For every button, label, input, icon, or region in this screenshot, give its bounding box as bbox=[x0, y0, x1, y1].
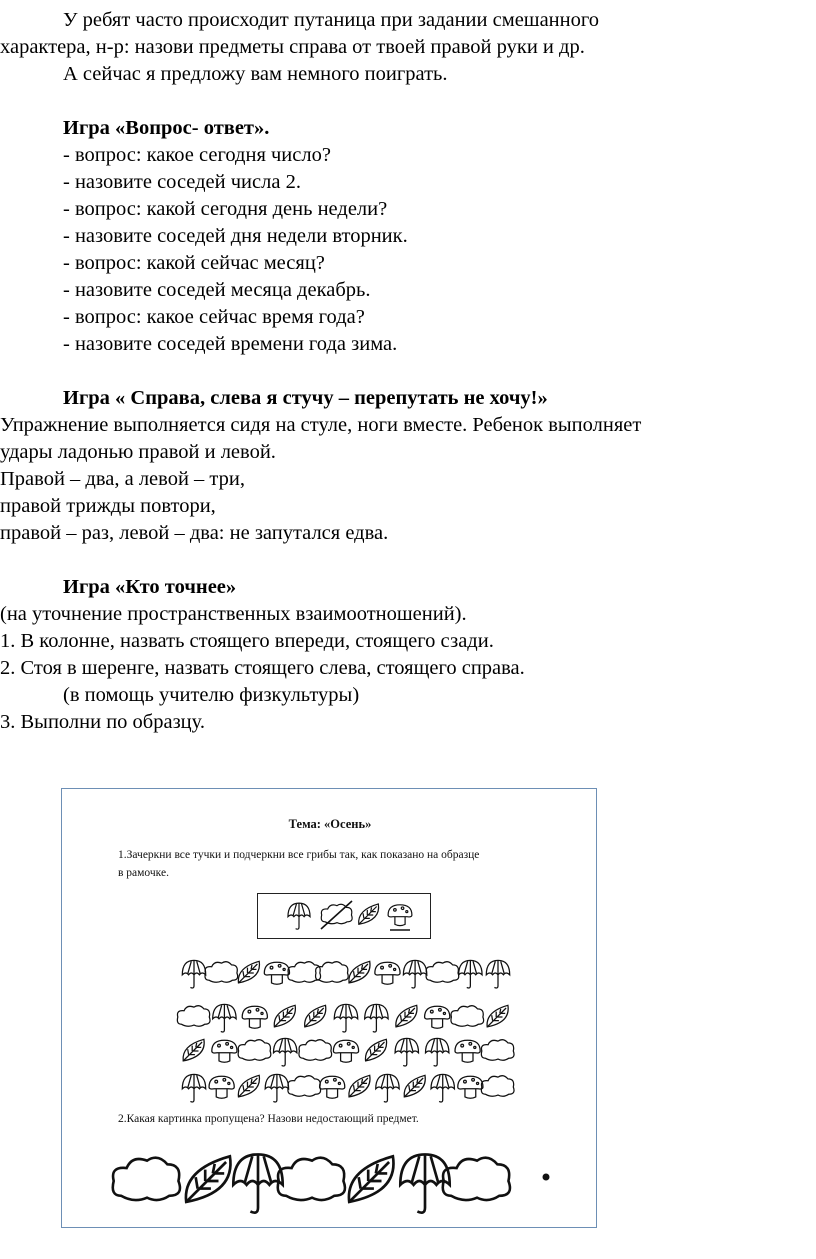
game2-line: правой – раз, левой – два: не запутался едва. bbox=[0, 522, 389, 544]
cloud-icon bbox=[443, 1158, 510, 1200]
mushroom-icon bbox=[388, 905, 412, 926]
umbrella-icon bbox=[213, 1004, 236, 1032]
cloud-icon bbox=[481, 1076, 514, 1097]
umbrella-icon bbox=[376, 1074, 399, 1102]
umbrella-icon bbox=[403, 960, 426, 988]
game1-item: - назовите соседей дня недели вторник. bbox=[63, 225, 408, 247]
intro-line-1: У ребят часто происходит путаница при задании смешанного bbox=[63, 9, 600, 31]
umbrella-icon bbox=[426, 1038, 449, 1066]
game2-title: Игра « Справа, слева я стучу – перепутать не хочу!» bbox=[63, 387, 548, 409]
game1-item: - вопрос: какое сегодня число? bbox=[63, 144, 331, 166]
game3-line: 2. Стоя в шеренге, назвать стоящего слева, стоящего справа. bbox=[0, 657, 525, 679]
leaf-icon bbox=[359, 904, 379, 924]
worksheet-title: Тема: «Осень» bbox=[288, 817, 372, 831]
mushroom-icon bbox=[375, 962, 400, 984]
cloud-icon bbox=[238, 1040, 271, 1061]
umbrella-icon bbox=[334, 1004, 357, 1032]
leaf-icon bbox=[305, 1005, 326, 1027]
umbrella-icon bbox=[365, 1004, 388, 1032]
game3-title: Игра «Кто точнее» bbox=[63, 576, 237, 598]
game1-title: Игра «Вопрос- ответ». bbox=[63, 117, 270, 139]
worksheet-pictures bbox=[62, 789, 597, 1228]
mushroom-icon bbox=[333, 1040, 358, 1062]
umbrella-icon bbox=[274, 1038, 297, 1066]
leaf-icon bbox=[404, 1075, 425, 1097]
umbrella-icon bbox=[265, 1074, 288, 1102]
cloud-icon bbox=[278, 1158, 345, 1200]
cloud-icon bbox=[288, 1076, 321, 1097]
game2-line: удары ладонью правой и левой. bbox=[0, 441, 276, 463]
worksheet-image bbox=[61, 788, 597, 1228]
cloud-icon bbox=[426, 962, 459, 983]
picture-rows bbox=[177, 960, 514, 1102]
leaf-icon bbox=[487, 1005, 508, 1027]
leaf-icon bbox=[183, 1039, 204, 1061]
mushroom-icon bbox=[242, 1006, 267, 1028]
cloud-icon bbox=[299, 1040, 332, 1061]
game2-line: правой трижды повтори, bbox=[0, 495, 216, 517]
mushroom-icon bbox=[458, 1076, 483, 1098]
leaf-icon bbox=[349, 961, 370, 983]
game1-item: - назовите соседей времени года зима. bbox=[63, 333, 398, 355]
intro-line-2: характера, н-р: назови предметы справа от твоей правой руки и др. bbox=[0, 36, 585, 58]
leaf-icon bbox=[396, 1005, 417, 1027]
cloud-icon bbox=[205, 962, 238, 983]
worksheet-task2: 2.Какая картинка пропущена? Назови недостающий предмет. bbox=[118, 1113, 419, 1125]
intro-line-3: А сейчас я предложу вам немного поиграть. bbox=[63, 63, 448, 85]
dot-mark bbox=[543, 1174, 550, 1181]
mushroom-icon bbox=[264, 962, 289, 984]
umbrella-icon bbox=[486, 960, 509, 988]
umbrella-icon bbox=[395, 1038, 418, 1066]
umbrella-icon bbox=[233, 1154, 282, 1212]
umbrella-icon bbox=[182, 960, 205, 988]
leaf-icon bbox=[186, 1156, 231, 1202]
cloud-icon bbox=[481, 1040, 514, 1061]
game3-line: 1. В колонне, назвать стоящего впереди, стоящего сзади. bbox=[0, 630, 494, 652]
game3-line: (на уточнение пространственных взаимоотношений). bbox=[0, 603, 467, 625]
mushroom-icon bbox=[320, 1076, 345, 1098]
umbrella-icon bbox=[182, 1074, 205, 1102]
leaf-icon bbox=[238, 1075, 259, 1097]
umbrella-icon bbox=[288, 903, 310, 929]
missing-picture-sequence bbox=[113, 1154, 550, 1212]
umbrella-icon bbox=[459, 960, 482, 988]
worksheet-task1: 1.Зачеркни все тучки и подчеркни все грибы так, как показано на образце bbox=[118, 849, 480, 861]
umbrella-icon bbox=[431, 1074, 454, 1102]
game3-line: (в помощь учителю физкультуры) bbox=[63, 684, 360, 706]
leaf-icon bbox=[274, 1005, 295, 1027]
leaf-icon bbox=[349, 1156, 394, 1202]
game2-line: Правой – два, а левой – три, bbox=[0, 468, 245, 490]
worksheet-task1-cont: в рамочке. bbox=[118, 867, 169, 879]
sample-icons bbox=[288, 901, 412, 930]
game1-item: - назовите соседей месяца декабрь. bbox=[63, 279, 371, 301]
mushroom-icon bbox=[425, 1006, 450, 1028]
cloud-icon bbox=[113, 1158, 180, 1200]
leaf-icon bbox=[365, 1039, 386, 1061]
mushroom-icon bbox=[212, 1040, 237, 1062]
game1-item: - назовите соседей числа 2. bbox=[63, 171, 301, 193]
cloud-icon bbox=[451, 1006, 484, 1027]
game1-item: - вопрос: какое сейчас время года? bbox=[63, 306, 365, 328]
cloud-icon bbox=[177, 1006, 210, 1027]
game3-line: 3. Выполни по образцу. bbox=[0, 711, 205, 733]
game2-line: Упражнение выполняется сидя на стуле, ноги вместе. Ребенок выполняет bbox=[0, 414, 642, 436]
game1-item: - вопрос: какой сегодня день недели? bbox=[63, 198, 388, 220]
mushroom-icon bbox=[209, 1076, 234, 1098]
mushroom-icon bbox=[455, 1040, 480, 1062]
leaf-icon bbox=[238, 961, 259, 983]
game1-item: - вопрос: какой сейчас месяц? bbox=[63, 252, 325, 274]
leaf-icon bbox=[349, 1075, 370, 1097]
